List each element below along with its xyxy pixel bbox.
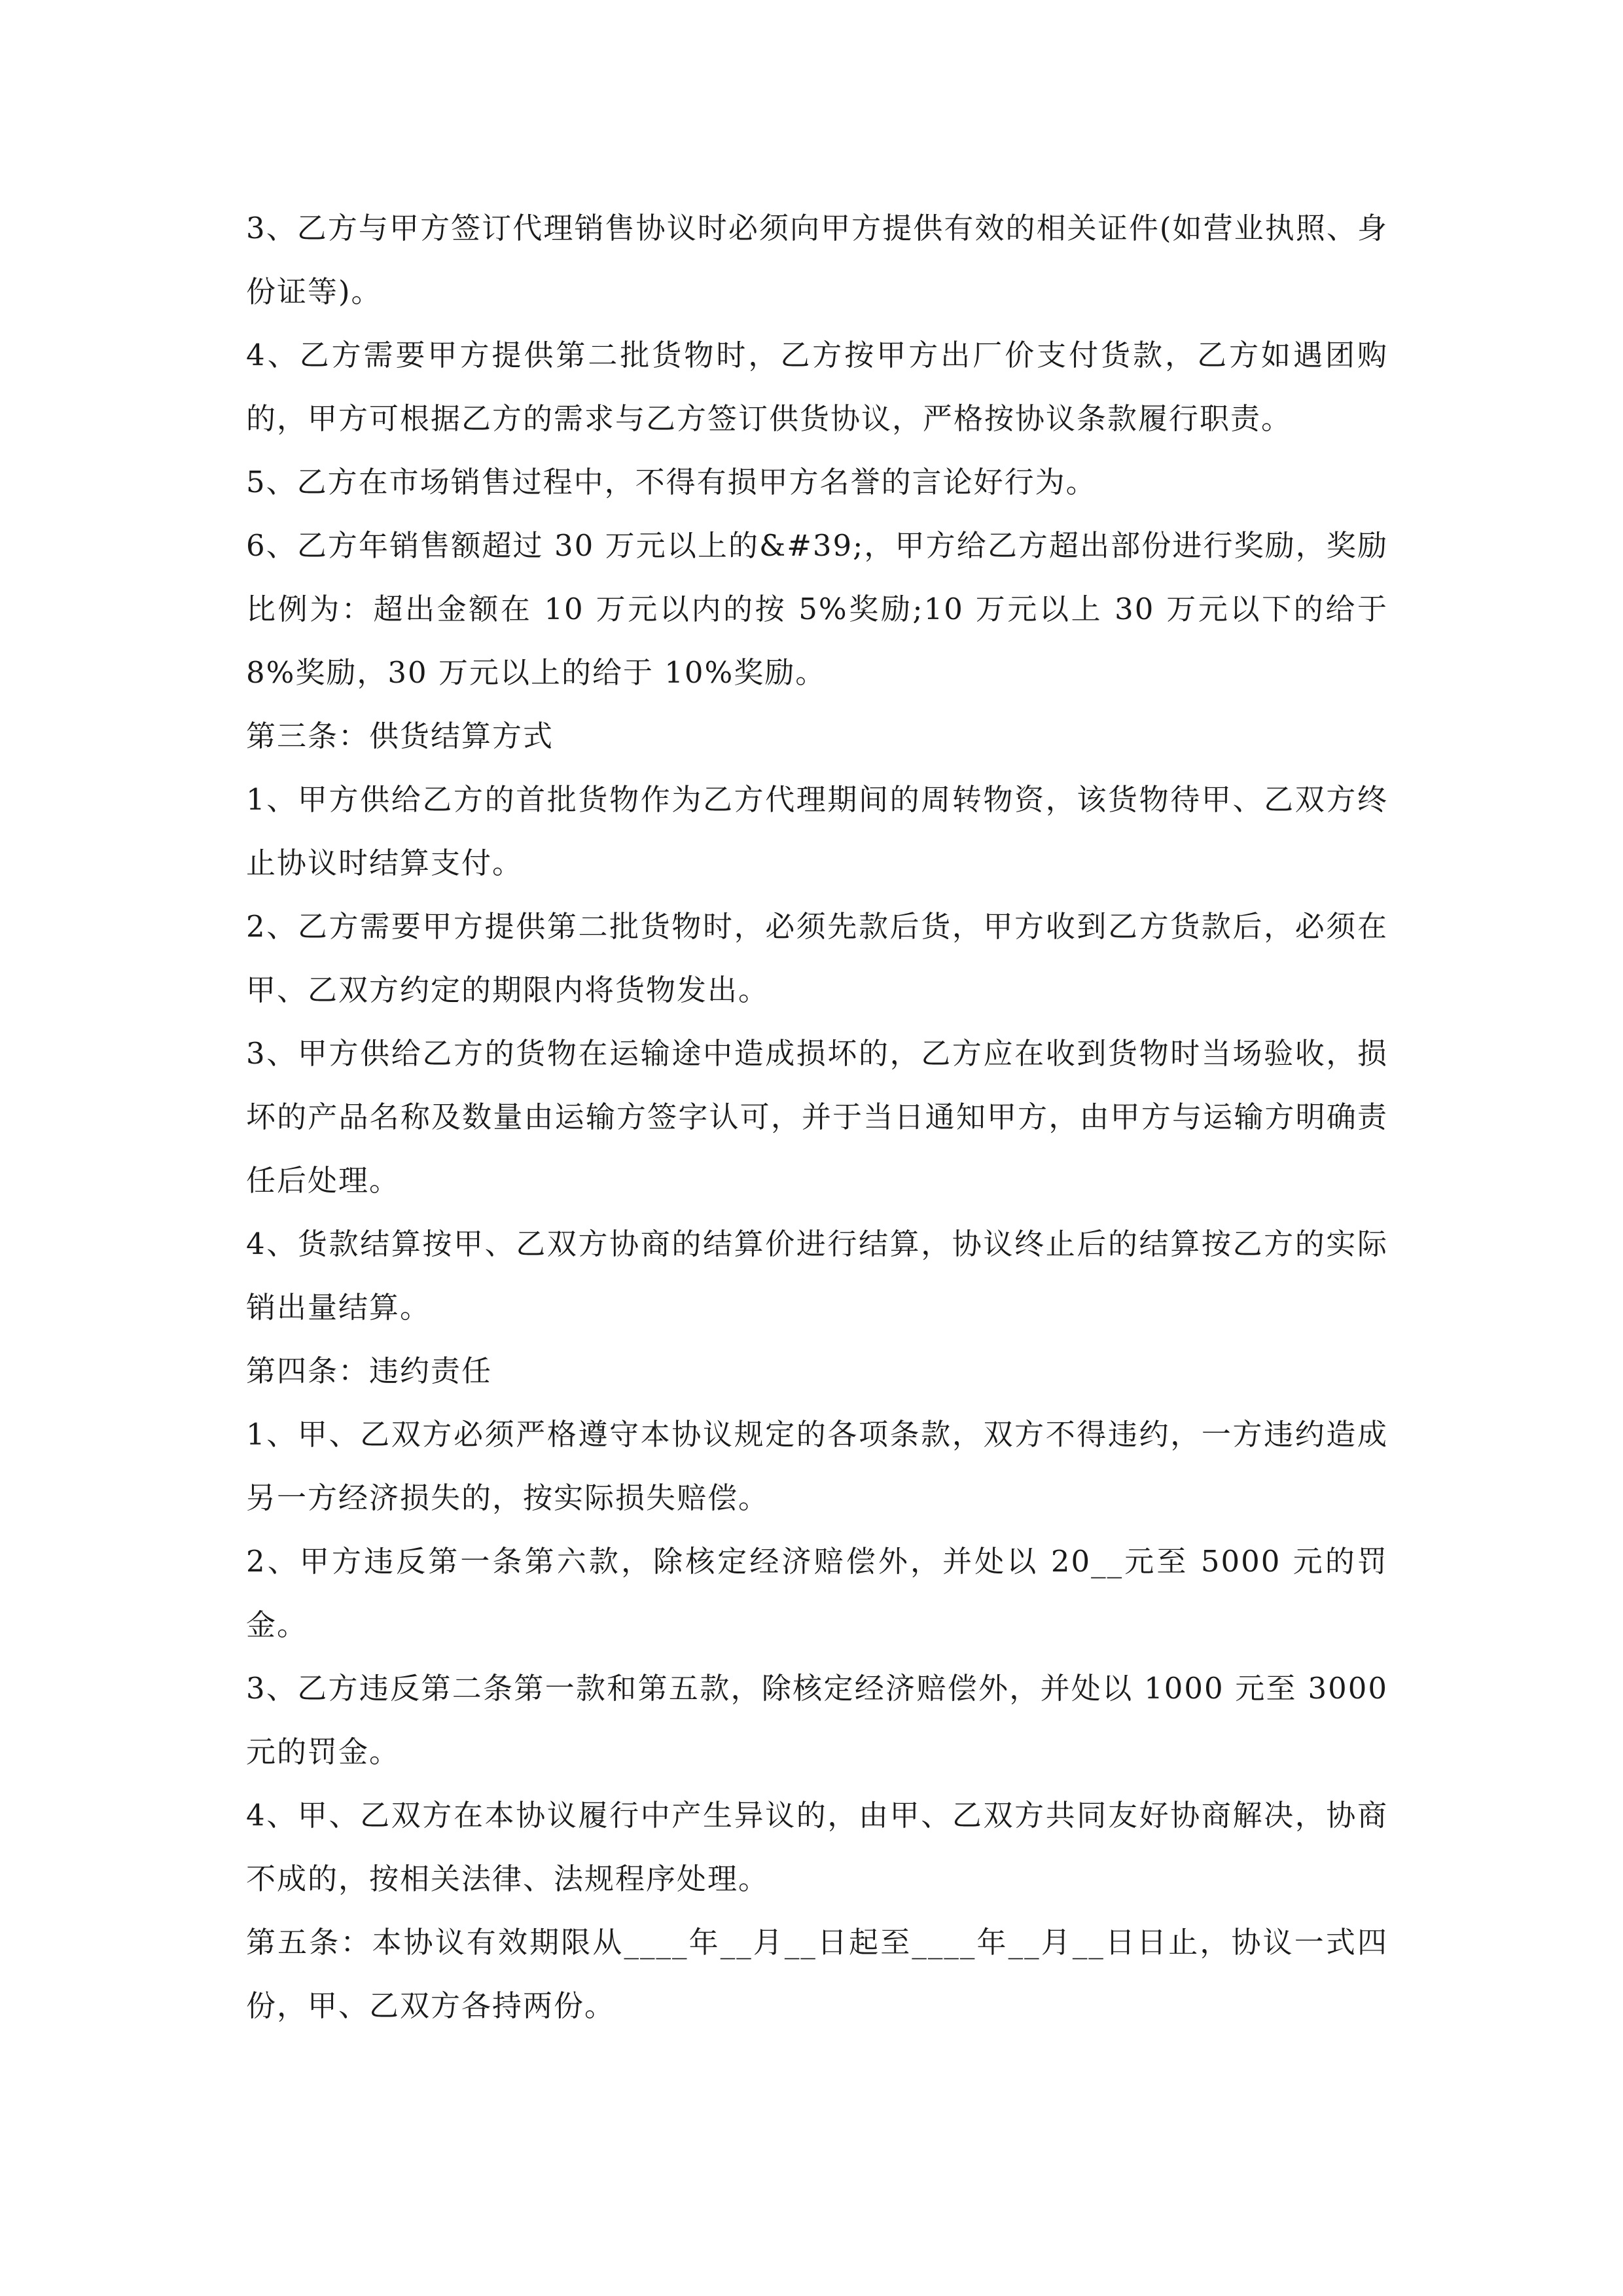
section-heading: 第三条：供货结算方式 — [246, 719, 554, 753]
clause-paragraph: 4、乙方需要甲方提供第二批货物时，乙方按甲方出厂价支付货款，乙方如遇团购的，甲方可根据乙方的需求与乙方签订供货协议，严格按协议条款履行职责。 — [246, 338, 1388, 436]
clause-paragraph: 2、甲方违反第一条第六款，除核定经济赔偿外，并处以 20__元至 5000 元的罚金。 — [246, 1544, 1388, 1642]
section-heading: 第四条：违约责任 — [246, 1354, 493, 1388]
clause-paragraph: 1、甲方供给乙方的首批货物作为乙方代理期间的周转物资，该货物待甲、乙双方终止协议时结算支付。 — [246, 782, 1388, 880]
clause-paragraph: 3、甲方供给乙方的货物在运输途中造成损坏的，乙方应在收到货物时当场验收，损坏的产品名称及数量由运输方签字认可，并于当日通知甲方，由甲方与运输方明确责任后处理。 — [246, 1036, 1388, 1198]
clause-paragraph: 4、货款结算按甲、乙双方协商的结算价进行结算，协议终止后的结算按乙方的实际销出量结算。 — [246, 1227, 1388, 1325]
clause-paragraph: 3、乙方违反第二条第一款和第五款，除核定经济赔偿外，并处以 1000 元至 3000 元的罚金。 — [246, 1671, 1388, 1769]
document-body — [246, 196, 1388, 2037]
clause-paragraph: 5、乙方在市场销售过程中，不得有损甲方名誉的言论好行为。 — [246, 465, 1097, 499]
clause-paragraph: 1、甲、乙双方必须严格遵守本协议规定的各项条款，双方不得违约，一方违约造成另一方经济损失的，按实际损失赔偿。 — [246, 1417, 1388, 1515]
clause-paragraph: 2、乙方需要甲方提供第二批货物时，必须先款后货，甲方收到乙方货款后，必须在甲、乙双方约定的期限内将货物发出。 — [246, 909, 1388, 1007]
clause-paragraph: 4、甲、乙双方在本协议履行中产生异议的，由甲、乙双方共同友好协商解决，协商不成的，按相关法律、法规程序处理。 — [246, 1798, 1388, 1896]
clause-paragraph: 第五条：本协议有效期限从____年__月__日起至____年__月__日日止，协议一式四份，甲、乙双方各持两份。 — [246, 1925, 1388, 2023]
clause-paragraph: 6、乙方年销售额超过 30 万元以上的&#39;，甲方给乙方超出部份进行奖励，奖励比例为：超出金额在 10 万元以内的按 5%奖励;10 万元以上 30 万元以下的给于 8%奖励，30 万元以上的给于 10%奖励。 — [246, 528, 1388, 690]
clause-paragraph: 3、乙方与甲方签订代理销售协议时必须向甲方提供有效的相关证件(如营业执照、身份证等)。 — [246, 211, 1388, 309]
